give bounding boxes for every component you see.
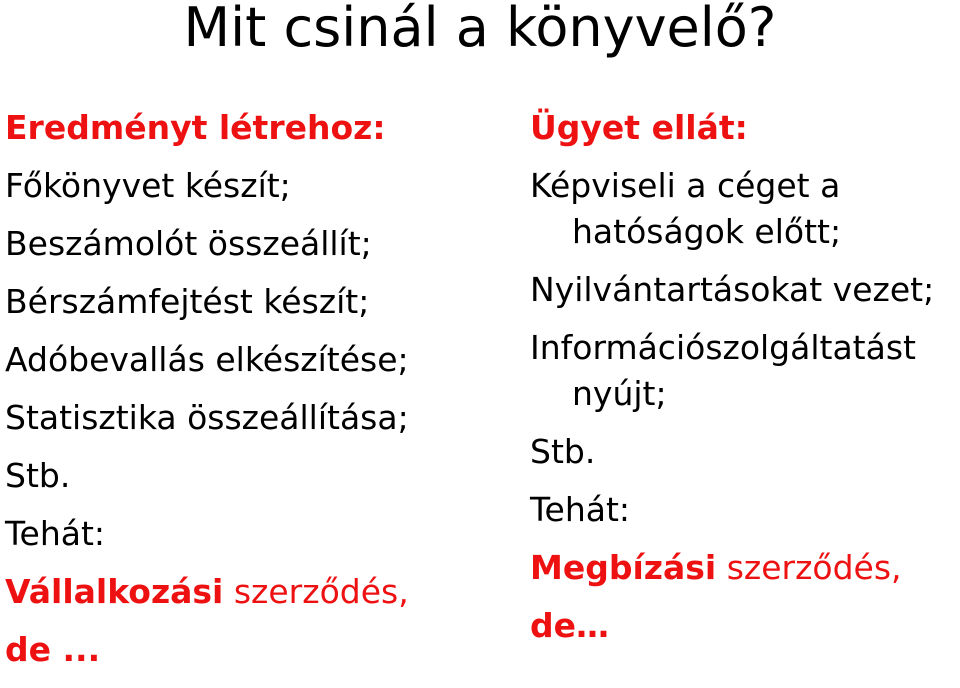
right-item-info-line2: nyújt; [572,374,667,413]
right-item-represent-line1: Képviseli a céget a [530,166,841,205]
left-item-etc: Stb. [5,456,71,495]
left-contract-word: szerződés, [223,572,409,611]
right-item-therefore: Tehát: [530,490,631,529]
right-contract-word: szerződés, [716,548,902,587]
left-heading: Eredményt létrehoz: [5,108,386,147]
left-item-ledger: Főkönyvet készít; [5,166,291,205]
left-item-therefore: Tehát: [5,514,106,553]
left-item-statistics: Statisztika összeállítása; [5,398,409,437]
right-item-represent-line2: hatóságok előtt; [572,212,842,251]
right-contract-type: Megbízási [530,548,717,587]
left-item-payroll: Bérszámfejtést készít; [5,282,370,321]
right-ending: de… [530,606,610,645]
left-item-report: Beszámolót összeállít; [5,224,372,263]
right-contract-line [530,548,960,606]
left-column [5,108,475,688]
left-ending: de ... [5,630,101,669]
right-heading: Ügyet ellát: [530,108,748,147]
left-contract-type: Vállalkozási [5,572,224,611]
right-item-etc: Stb. [530,432,596,471]
right-item-records: Nyilvántartásokat vezet; [530,270,935,309]
right-column [530,108,960,664]
left-item-tax-return: Adóbevallás elkészítése; [5,340,409,379]
slide-title: Mit csinál a könyvelő? [183,0,777,59]
left-contract-line [5,572,475,630]
right-item-info-line1: Információszolgáltatást [530,328,916,367]
